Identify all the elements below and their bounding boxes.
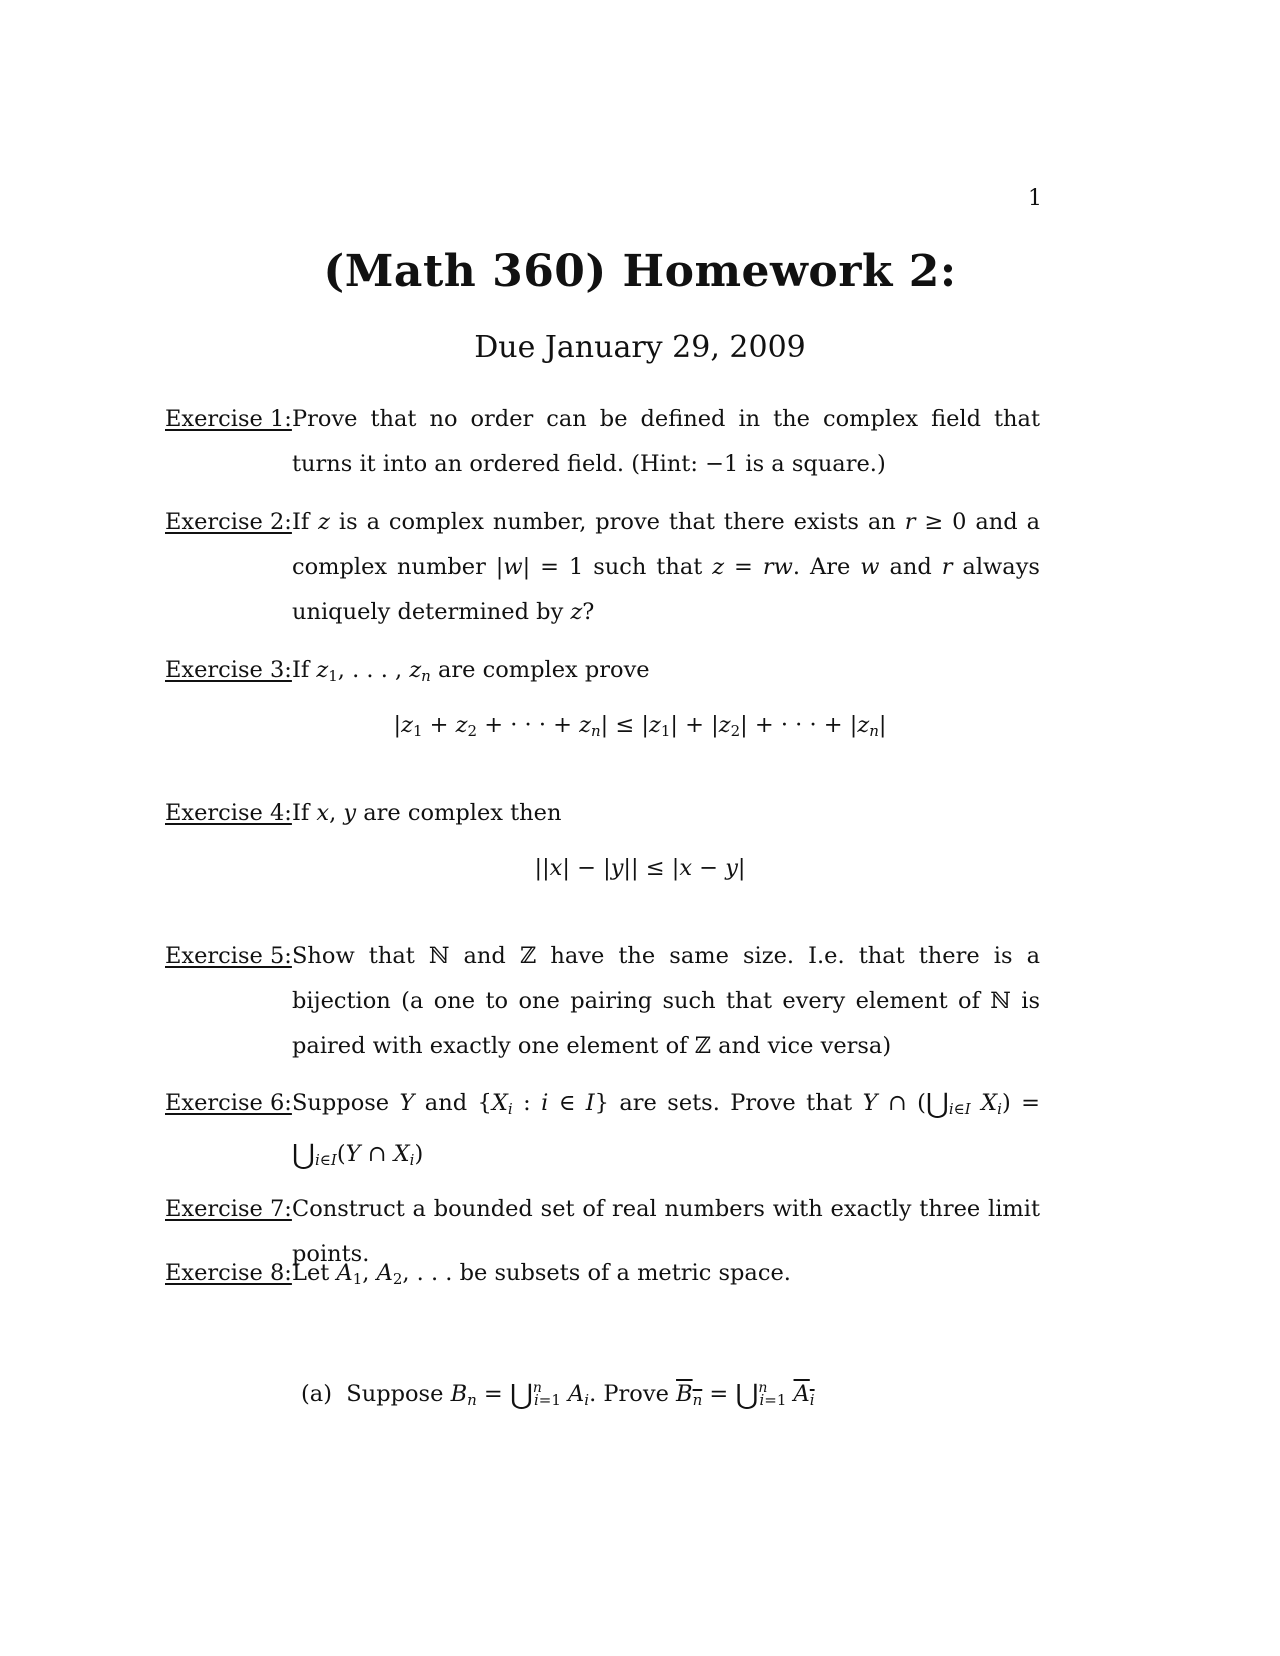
exercise-text: Construct a bounded set of real numbers with exactly three limit points. xyxy=(292,1196,1040,1267)
exercise-6 xyxy=(165,1081,1040,1183)
exercise-3 xyxy=(165,648,1040,699)
exercise-text: If $z_1$, . . . , $z_n$ are complex prove xyxy=(292,657,650,685)
exercise-label: Exercise 3: xyxy=(165,657,292,683)
exercise-label: Exercise 5: xyxy=(165,943,292,969)
exercise-8 xyxy=(165,1251,1040,1302)
page-number: 1 xyxy=(1028,186,1042,211)
page-title: (Math 360) Homework 2: xyxy=(323,246,957,297)
exercise-text: Let $A_1$, $A_2$, . . . be subsets of a metric space. xyxy=(292,1260,791,1288)
exercise-label: Exercise 8: xyxy=(165,1260,292,1286)
exercise-label: Exercise 7: xyxy=(165,1196,292,1222)
exercise-2 xyxy=(165,500,1040,635)
exercise-5 xyxy=(165,934,1040,1069)
exercise-label: Exercise 2: xyxy=(165,509,292,535)
exercise-8-part-a: (a) Suppose $B_n$ = ⋃$^n_{i=1}$ $A_i$. Prove $B_n$ = ⋃$^n_{i=1}$ $A_i$ xyxy=(301,1378,815,1411)
exercise-text: If z is a complex number, prove that there exists an r ≥ 0 and a complex number |w| = 1 such that z = rw. Are w and r always uniquely determined by z? xyxy=(292,509,1041,625)
exercise-text: If x, y are complex then xyxy=(292,800,562,826)
exercise-label: Exercise 6: xyxy=(165,1090,292,1116)
exercise-label: Exercise 1: xyxy=(165,406,292,432)
exercise-text: Suppose Y and {$X_i$ : i ∈ I} are sets. Prove that Y ∩ ($⋃_{i\in I}$ $X_i$) = $⋃_{i\in I}(Y$ ∩ $X_i$) xyxy=(292,1087,1041,1171)
exercise-label: Exercise 4: xyxy=(165,800,292,826)
exercise-text: Prove that no order can be defined in the complex field that turns it into an ordered field. (Hint: −1 is a square.) xyxy=(292,406,1040,477)
exercise-4 xyxy=(165,791,1040,836)
exercise-text: Show that ℕ and ℤ have the same size. I.e. that there is a bijection (a one to one pairing such that every element of ℕ is paired with exactly one element of ℤ and vice versa) xyxy=(292,943,1040,1059)
part-label: (a) xyxy=(301,1381,332,1407)
due-date: Due January 29, 2009 xyxy=(474,330,806,365)
exercise-1 xyxy=(165,397,1040,487)
exercise-3-inequality: $|z_1 + z_2$ + · · · + $z_n| \le |z_1| + |z_2|$ + · · · + $|z_n|$ xyxy=(393,712,887,740)
exercise-4-inequality: ||x| − |y|| ≤ |x − y| xyxy=(534,855,746,881)
